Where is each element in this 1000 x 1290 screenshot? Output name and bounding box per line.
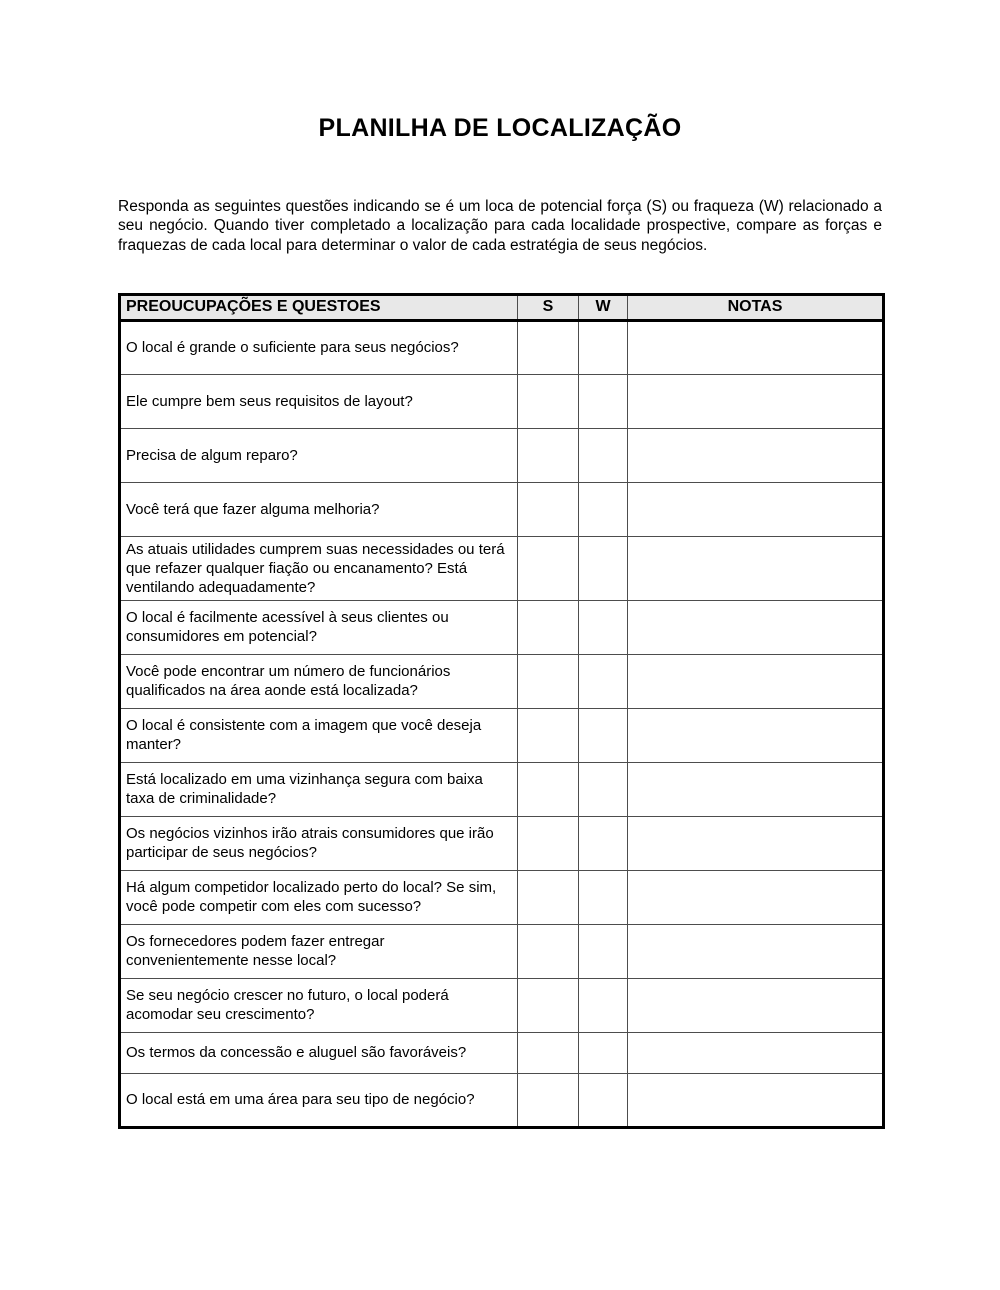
column-header-s: S (518, 294, 579, 320)
s-input-cell[interactable] (518, 654, 579, 708)
w-input-cell[interactable] (579, 816, 628, 870)
table-row (120, 1032, 884, 1073)
w-input-cell[interactable] (579, 924, 628, 978)
table-row (120, 870, 884, 924)
column-header-concerns: PREOUCUPAÇÕES E QUESTOES (120, 294, 518, 320)
table-row (120, 428, 884, 482)
table-row (120, 1073, 884, 1127)
s-input-cell[interactable] (518, 870, 579, 924)
question-cell: O local é consistente com a imagem que você deseja manter? (120, 708, 518, 762)
w-input-cell[interactable] (579, 978, 628, 1032)
notes-input-cell[interactable] (628, 924, 884, 978)
s-input-cell[interactable] (518, 374, 579, 428)
notes-input-cell[interactable] (628, 374, 884, 428)
notes-input-cell[interactable] (628, 816, 884, 870)
w-input-cell[interactable] (579, 1032, 628, 1073)
s-input-cell[interactable] (518, 708, 579, 762)
location-worksheet-table (118, 293, 885, 1129)
table-row (120, 924, 884, 978)
question-cell: O local está em uma área para seu tipo de negócio? (120, 1073, 518, 1127)
column-header-w: W (579, 294, 628, 320)
question-cell: Ele cumpre bem seus requisitos de layout? (120, 374, 518, 428)
question-cell: Os termos da concessão e aluguel são favoráveis? (120, 1032, 518, 1073)
w-input-cell[interactable] (579, 1073, 628, 1127)
table-row (120, 816, 884, 870)
w-input-cell[interactable] (579, 870, 628, 924)
notes-input-cell[interactable] (628, 978, 884, 1032)
question-cell: Os negócios vizinhos irão atrais consumidores que irão participar de seus negócios? (120, 816, 518, 870)
notes-input-cell[interactable] (628, 1032, 884, 1073)
table-row (120, 374, 884, 428)
table-row (120, 320, 884, 374)
notes-input-cell[interactable] (628, 762, 884, 816)
notes-input-cell[interactable] (628, 482, 884, 536)
table-row (120, 482, 884, 536)
w-input-cell[interactable] (579, 654, 628, 708)
table-header-row (120, 294, 884, 320)
question-cell: O local é facilmente acessível à seus clientes ou consumidores em potencial? (120, 600, 518, 654)
w-input-cell[interactable] (579, 428, 628, 482)
question-cell: Você terá que fazer alguma melhoria? (120, 482, 518, 536)
s-input-cell[interactable] (518, 1032, 579, 1073)
table-row (120, 536, 884, 600)
s-input-cell[interactable] (518, 762, 579, 816)
w-input-cell[interactable] (579, 482, 628, 536)
question-cell: O local é grande o suficiente para seus negócios? (120, 320, 518, 374)
s-input-cell[interactable] (518, 482, 579, 536)
question-cell: As atuais utilidades cumprem suas necessidades ou terá que refazer qualquer fiação ou encanamento? Está ventilando adequadamente? (120, 536, 518, 600)
notes-input-cell[interactable] (628, 320, 884, 374)
s-input-cell[interactable] (518, 816, 579, 870)
s-input-cell[interactable] (518, 924, 579, 978)
page-title: PLANILHA DE LOCALIZAÇÃO (318, 114, 682, 142)
notes-input-cell[interactable] (628, 600, 884, 654)
s-input-cell[interactable] (518, 536, 579, 600)
notes-input-cell[interactable] (628, 1073, 884, 1127)
s-input-cell[interactable] (518, 1073, 579, 1127)
w-input-cell[interactable] (579, 762, 628, 816)
s-input-cell[interactable] (518, 600, 579, 654)
table-row (120, 762, 884, 816)
s-input-cell[interactable] (518, 428, 579, 482)
s-input-cell[interactable] (518, 320, 579, 374)
table-row (120, 708, 884, 762)
intro-paragraph: Responda as seguintes questões indicando se é um loca de potencial força (S) ou fraqueza (W) relacionado a seu negócio. Quando tiver completado a localização para cada localidade prospective, compare as forças e fraquezas de cada local para determinar o valor de cada estratégia de seus negócios. (118, 198, 882, 254)
w-input-cell[interactable] (579, 600, 628, 654)
table-row (120, 654, 884, 708)
column-header-notes: NOTAS (628, 294, 884, 320)
w-input-cell[interactable] (579, 708, 628, 762)
question-cell: Se seu negócio crescer no futuro, o local poderá acomodar seu crescimento? (120, 978, 518, 1032)
notes-input-cell[interactable] (628, 654, 884, 708)
question-cell: Há algum competidor localizado perto do local? Se sim, você pode competir com eles com sucesso? (120, 870, 518, 924)
notes-input-cell[interactable] (628, 536, 884, 600)
s-input-cell[interactable] (518, 978, 579, 1032)
question-cell: Está localizado em uma vizinhança segura com baixa taxa de criminalidade? (120, 762, 518, 816)
notes-input-cell[interactable] (628, 428, 884, 482)
notes-input-cell[interactable] (628, 870, 884, 924)
question-cell: Os fornecedores podem fazer entregar convenientemente nesse local? (120, 924, 518, 978)
table-row (120, 600, 884, 654)
notes-input-cell[interactable] (628, 708, 884, 762)
table-row (120, 978, 884, 1032)
question-cell: Precisa de algum reparo? (120, 428, 518, 482)
w-input-cell[interactable] (579, 536, 628, 600)
question-cell: Você pode encontrar um número de funcionários qualificados na área aonde está localizada? (120, 654, 518, 708)
w-input-cell[interactable] (579, 320, 628, 374)
w-input-cell[interactable] (579, 374, 628, 428)
